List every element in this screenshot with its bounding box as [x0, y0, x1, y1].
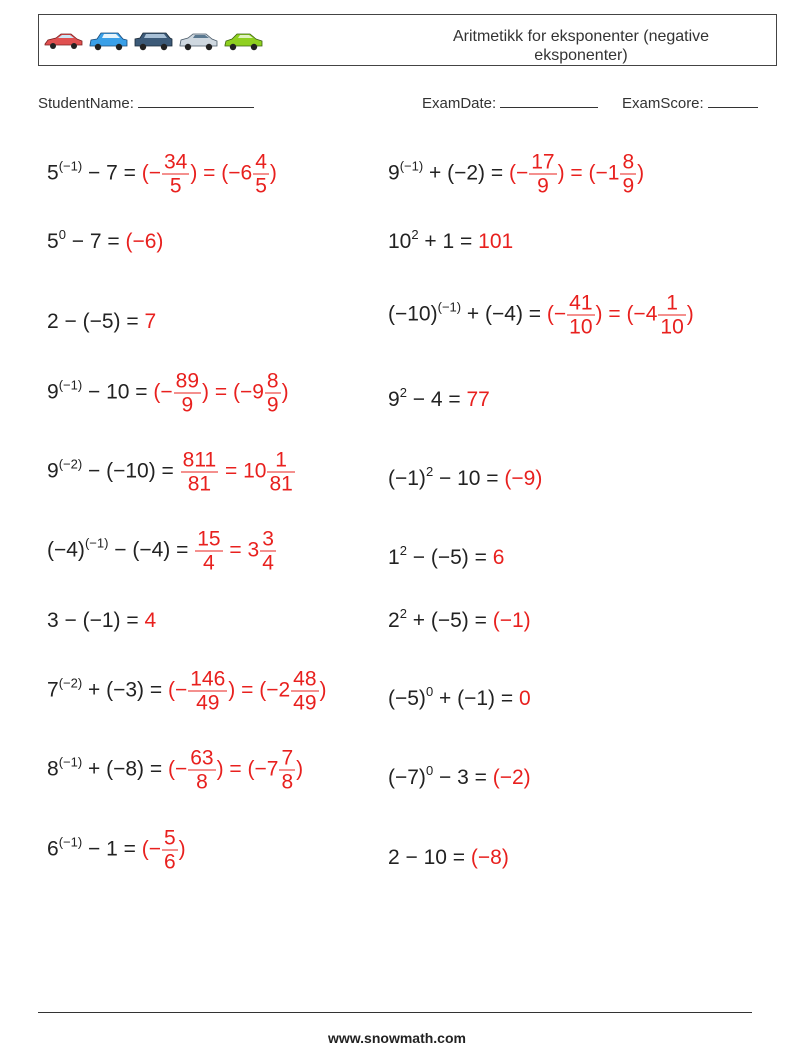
problem-left-2: $5^0 - 7 = (-6)$	[47, 227, 164, 253]
problem-left-4: $9^{(-1)} - 10$ = (− $\frac{89}{9}$ ) = (−9 $\frac{8}{9}$ )	[47, 369, 289, 417]
blue-car-icon	[88, 31, 129, 51]
student-name-field: StudentName:	[38, 93, 254, 112]
exam-score-blank	[708, 93, 758, 108]
problem-right-7: $2^2 + (-5) = (-1)$	[388, 606, 531, 632]
student-name-blank	[138, 93, 254, 108]
problem-left-3: 2 − (−5) = 7	[47, 310, 157, 333]
problem-left-1: $5^{(-1)} - 7$ = (− $\frac{34}{5}$ ) = (−6 $\frac{4}{5}$ )	[47, 150, 277, 198]
problem-right-3: $(-10)^{(-1)} + (-4)$ = (− $\frac{41}{10}$ ) = (−4 $\frac{1}{10}$ )	[388, 291, 694, 339]
problem-right-9: $(-7)^0 - 3 = (-2)$	[388, 763, 531, 789]
worksheet-title: Aritmetikk for eksponenter (negative eksponenter)	[452, 28, 710, 64]
worksheet-header	[38, 14, 777, 66]
problem-right-10: 2 − 10 = (−8)	[388, 846, 509, 869]
problem-right-1: $9^{(-1)} + (-2)$ = (− $\frac{17}{9}$ ) = (−1 $\frac{8}{9}$ )	[388, 150, 645, 198]
problem-right-4: $9^2 - 4 = 77$	[388, 385, 490, 411]
footer-divider	[38, 1012, 752, 1013]
problem-left-6: $(-4)^{(-1)} - (-4)$ = $\frac{15}{4}$ = 3 $\frac{3}{4}$	[47, 527, 274, 575]
problem-left-10: $6^{(-1)} - 1$ = (− $\frac{5}{6}$ )	[47, 826, 186, 874]
exam-date-field: ExamDate:	[422, 93, 598, 112]
problem-right-8: $(-5)^0 + (-1) = 0$	[388, 684, 531, 710]
footer-site: www.snowmath.com	[328, 1030, 466, 1046]
car-icons	[43, 31, 264, 51]
exam-score-field: ExamScore:	[622, 93, 758, 112]
silver-car-icon	[178, 31, 219, 51]
problem-left-5: $9^{(-2)} - (-10)$ = $\frac{811}{81}$ = 10 $\frac{1}{81}$	[47, 448, 293, 496]
green-car-icon	[223, 31, 264, 51]
problem-right-2: $10^2 + 1 = 101$	[388, 227, 514, 253]
problem-left-7: 3 − (−1) = 4	[47, 609, 157, 632]
exam-date-blank	[500, 93, 598, 108]
problem-left-9: $8^{(-1)} + (-8)$ = (− $\frac{63}{8}$ ) = (−7 $\frac{7}{8}$ )	[47, 746, 304, 794]
problem-right-5: $(-1)^2 - 10 = (-9)$	[388, 464, 543, 490]
problem-left-8: $7^{(-2)} + (-3)$ = (− $\frac{146}{49}$ ) = (−2 $\frac{48}{49}$ )	[47, 667, 327, 715]
red-car-icon	[43, 31, 84, 51]
problem-right-6: $1^2 - (-5) = 6$	[388, 543, 505, 569]
dark-car-icon	[133, 31, 174, 51]
